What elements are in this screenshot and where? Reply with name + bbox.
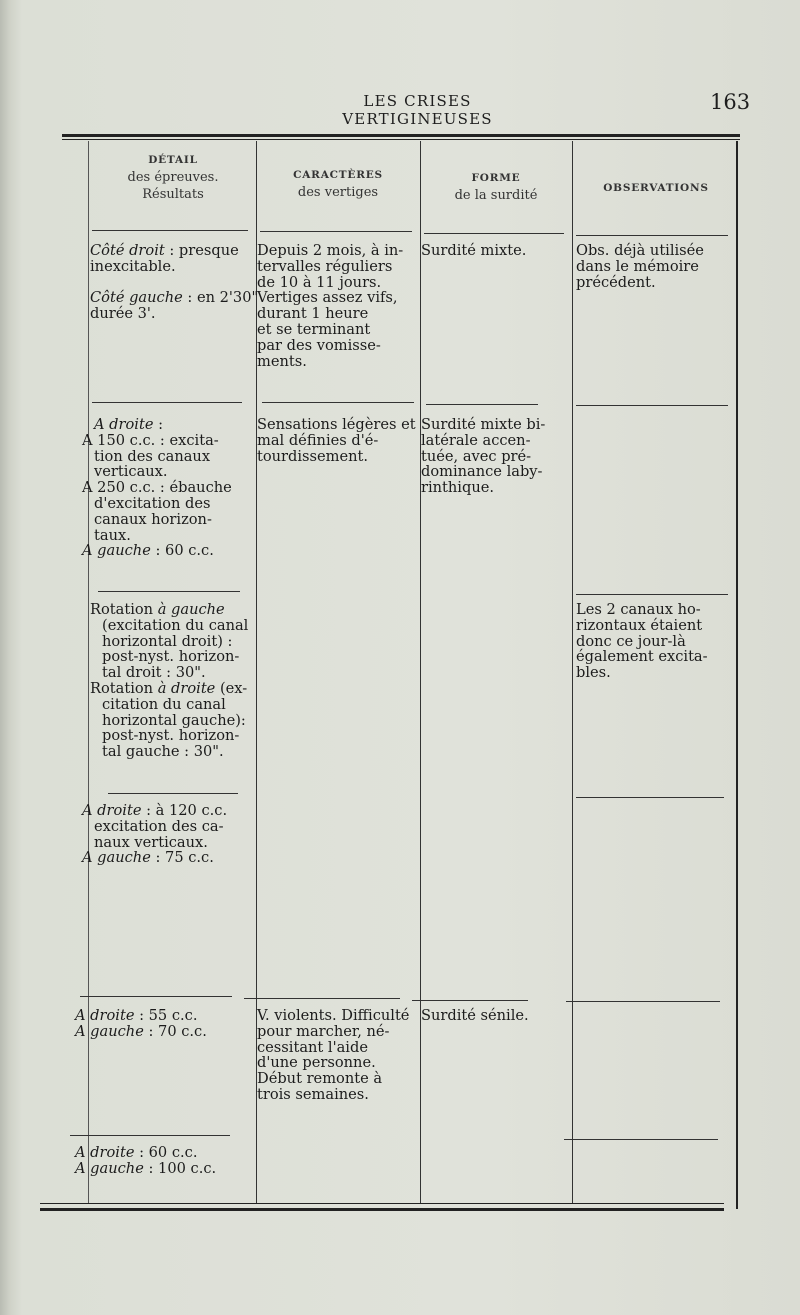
header-forme-line: de la surdité bbox=[454, 188, 538, 203]
cell-line bbox=[75, 1024, 207, 1040]
table-cell-detail bbox=[75, 1145, 216, 1177]
text: : 60 c.c. bbox=[150, 542, 214, 560]
running-title: LES CRISES VERTIGINEUSES bbox=[342, 92, 493, 128]
table-top-rule-thin bbox=[62, 139, 740, 140]
header-detail-line: des épreuves. bbox=[127, 170, 219, 185]
cell-line bbox=[82, 835, 227, 851]
header-rule bbox=[424, 233, 564, 234]
text: inexcitable. bbox=[90, 257, 176, 275]
cell-line: Surdité mixte. bbox=[421, 242, 527, 259]
text: : en 2'30" bbox=[182, 289, 259, 307]
cell-line bbox=[82, 528, 232, 544]
row-rule bbox=[92, 402, 242, 403]
table-cell-detail bbox=[90, 602, 248, 760]
header-detail-line: Résultats bbox=[142, 187, 204, 202]
row-rule bbox=[70, 1135, 230, 1136]
cell-line: pour marcher, né- bbox=[257, 1022, 390, 1040]
cell-line bbox=[75, 1161, 216, 1177]
cell-line: cessitant l'aide bbox=[257, 1038, 368, 1056]
text: canaux horizon- bbox=[94, 510, 212, 528]
cell-line: Les 2 canaux ho- bbox=[576, 601, 701, 618]
cell-line bbox=[90, 290, 258, 306]
row-rule bbox=[98, 591, 240, 592]
cell-line: mal définies d'é- bbox=[257, 431, 379, 449]
header-detail-title: DÉTAIL bbox=[148, 154, 198, 166]
italic-text: A gauche bbox=[75, 1022, 144, 1040]
column-rule bbox=[736, 141, 738, 1209]
text: : 75 c.c. bbox=[150, 849, 214, 867]
text: post-nyst. horizon- bbox=[102, 727, 240, 745]
cell-line bbox=[90, 243, 258, 259]
cell-line bbox=[82, 850, 227, 866]
text: excitation des ca- bbox=[94, 817, 224, 835]
cell-line bbox=[82, 803, 227, 819]
cell-line: de 10 à 11 jours. bbox=[257, 273, 382, 291]
row-rule bbox=[564, 1139, 718, 1140]
text: : à 120 c.c. bbox=[141, 802, 228, 819]
italic-text: A droite bbox=[94, 416, 154, 433]
text: : 60 c.c. bbox=[134, 1144, 198, 1161]
cell-line bbox=[90, 602, 248, 618]
text: : 70 c.c. bbox=[143, 1022, 207, 1040]
column-rule bbox=[420, 141, 421, 1203]
text: (excitation du canal bbox=[102, 616, 249, 634]
cell-line bbox=[82, 449, 232, 465]
italic-text: A gauche bbox=[82, 849, 151, 867]
cell-line: ments. bbox=[257, 352, 307, 370]
table-cell-observations bbox=[576, 243, 704, 290]
row-rule bbox=[426, 404, 538, 405]
header-caracteres-line: des vertiges bbox=[297, 185, 379, 200]
cell-line bbox=[75, 1145, 216, 1161]
text: tal droit : 30". bbox=[102, 664, 206, 682]
text: naux verticaux. bbox=[94, 833, 208, 851]
cell-line bbox=[90, 744, 248, 760]
italic-text: à gauche bbox=[157, 601, 225, 618]
cell-line: et se terminant bbox=[257, 320, 371, 338]
cell-line: Surdité mixte bi- bbox=[421, 416, 546, 433]
cell-line: V. violents. Difficulté bbox=[257, 1007, 410, 1024]
cell-line bbox=[82, 543, 232, 559]
running-head bbox=[0, 90, 800, 128]
text: Rotation bbox=[90, 601, 158, 618]
row-rule bbox=[80, 996, 232, 997]
cell-line: Début remonte à bbox=[257, 1070, 383, 1088]
table-cell-caracteres bbox=[257, 243, 403, 369]
italic-text: A droite bbox=[82, 802, 142, 819]
cell-line bbox=[90, 259, 258, 275]
cell-line: latérale accen- bbox=[421, 431, 531, 449]
header-caracteres bbox=[258, 167, 418, 201]
table-cell-detail bbox=[90, 243, 258, 322]
table-bottom-rule-thick bbox=[40, 1208, 724, 1211]
cell-line: Obs. déjà utilisée bbox=[576, 242, 704, 259]
text: citation du canal bbox=[102, 695, 226, 713]
cell-line bbox=[90, 649, 248, 665]
cell-line: dominance laby- bbox=[421, 463, 543, 481]
italic-text: Côté droit bbox=[90, 242, 165, 259]
cell-line: Depuis 2 mois, à in- bbox=[257, 242, 404, 259]
cell-line bbox=[90, 681, 248, 697]
row-rule bbox=[576, 797, 724, 798]
cell-line bbox=[90, 275, 258, 291]
text: : 55 c.c. bbox=[134, 1007, 198, 1024]
cell-line bbox=[90, 697, 248, 713]
cell-line bbox=[90, 728, 248, 744]
text: horizontal gauche): bbox=[102, 711, 246, 729]
row-rule bbox=[566, 1001, 720, 1002]
text: A 150 c.c. : excita- bbox=[82, 431, 219, 449]
cell-line bbox=[82, 433, 232, 449]
row-rule bbox=[576, 405, 728, 406]
italic-text: Côté gauche bbox=[90, 289, 183, 307]
italic-text: A gauche bbox=[82, 542, 151, 560]
cell-line: dans le mémoire bbox=[576, 257, 699, 275]
cell-line: donc ce jour-là bbox=[576, 632, 686, 650]
row-rule bbox=[412, 1000, 528, 1001]
text: A 250 c.c. : ébauche bbox=[82, 479, 232, 497]
header-forme-title: FORME bbox=[471, 172, 521, 184]
italic-text: A gauche bbox=[75, 1159, 144, 1177]
cell-line: durant 1 heure bbox=[257, 305, 369, 323]
table-cell-observations bbox=[576, 602, 708, 681]
cell-line: Surdité sénile. bbox=[421, 1007, 529, 1024]
table-top-rule bbox=[62, 134, 740, 137]
text: : bbox=[153, 416, 164, 433]
cell-line bbox=[90, 634, 248, 650]
cell-line bbox=[82, 496, 232, 512]
text: verticaux. bbox=[94, 463, 168, 481]
cell-line bbox=[82, 480, 232, 496]
cell-line: tourdissement. bbox=[257, 447, 369, 465]
cell-line: tervalles réguliers bbox=[257, 257, 393, 275]
header-rule bbox=[576, 235, 728, 236]
table-cell-detail bbox=[82, 417, 232, 559]
row-rule bbox=[576, 594, 728, 595]
cell-line: tuée, avec pré- bbox=[421, 447, 532, 465]
cell-line: par des vomisse- bbox=[257, 336, 381, 354]
table-cell-detail bbox=[82, 803, 227, 866]
text: tal gauche : 30". bbox=[102, 743, 224, 761]
text: horizontal droit) : bbox=[102, 632, 233, 650]
cell-line: Vertiges assez vifs, bbox=[257, 289, 398, 307]
cell-line bbox=[82, 464, 232, 480]
cell-line: d'une personne. bbox=[257, 1054, 376, 1072]
header-caracteres-title: CARACTÈRES bbox=[293, 169, 383, 181]
cell-line: rinthique. bbox=[421, 479, 494, 497]
header-rule bbox=[260, 231, 412, 232]
italic-text: à droite bbox=[157, 679, 216, 697]
text: post-nyst. horizon- bbox=[102, 648, 240, 666]
text: : presque bbox=[164, 242, 239, 259]
header-observations-title: OBSERVATIONS bbox=[603, 182, 709, 194]
text: d'excitation des bbox=[94, 494, 211, 512]
header-rule bbox=[92, 230, 248, 231]
table-cell-forme bbox=[421, 417, 545, 496]
text: durée 3'. bbox=[90, 305, 156, 323]
cell-line bbox=[90, 618, 248, 634]
cell-line bbox=[75, 1008, 207, 1024]
table-cell-detail bbox=[75, 1008, 207, 1040]
table-cell-forme bbox=[421, 1008, 529, 1024]
cell-line bbox=[90, 306, 258, 322]
cell-line: Sensations légères et bbox=[257, 416, 416, 433]
italic-text: A droite bbox=[75, 1144, 135, 1161]
cell-line: trois semaines. bbox=[257, 1085, 369, 1103]
text: taux. bbox=[94, 526, 131, 544]
header-detail bbox=[92, 152, 254, 203]
cell-line: bles. bbox=[576, 664, 611, 682]
row-rule bbox=[244, 998, 400, 999]
header-forme bbox=[424, 170, 568, 204]
cell-line bbox=[82, 819, 227, 835]
text: tion des canaux bbox=[94, 447, 211, 465]
page-number: 163 bbox=[710, 90, 751, 114]
italic-text: A droite bbox=[75, 1007, 135, 1024]
table-cell-caracteres bbox=[257, 417, 416, 464]
cell-line: rizontaux étaient bbox=[576, 616, 703, 634]
cell-line bbox=[90, 665, 248, 681]
cell-line: également excita- bbox=[576, 648, 708, 666]
row-rule bbox=[108, 793, 238, 794]
header-observations bbox=[576, 180, 736, 197]
table-cell-caracteres bbox=[257, 1008, 409, 1103]
column-rule bbox=[572, 141, 573, 1203]
cell-line bbox=[90, 713, 248, 729]
table-cell-forme bbox=[421, 243, 526, 259]
table-bottom-rule bbox=[40, 1203, 724, 1204]
cell-line bbox=[82, 512, 232, 528]
cell-line bbox=[82, 417, 232, 433]
cell-line: précédent. bbox=[576, 273, 656, 291]
text: (ex- bbox=[215, 679, 248, 697]
row-rule bbox=[262, 402, 414, 403]
text: : 100 c.c. bbox=[143, 1159, 217, 1177]
text: Rotation bbox=[90, 679, 158, 697]
